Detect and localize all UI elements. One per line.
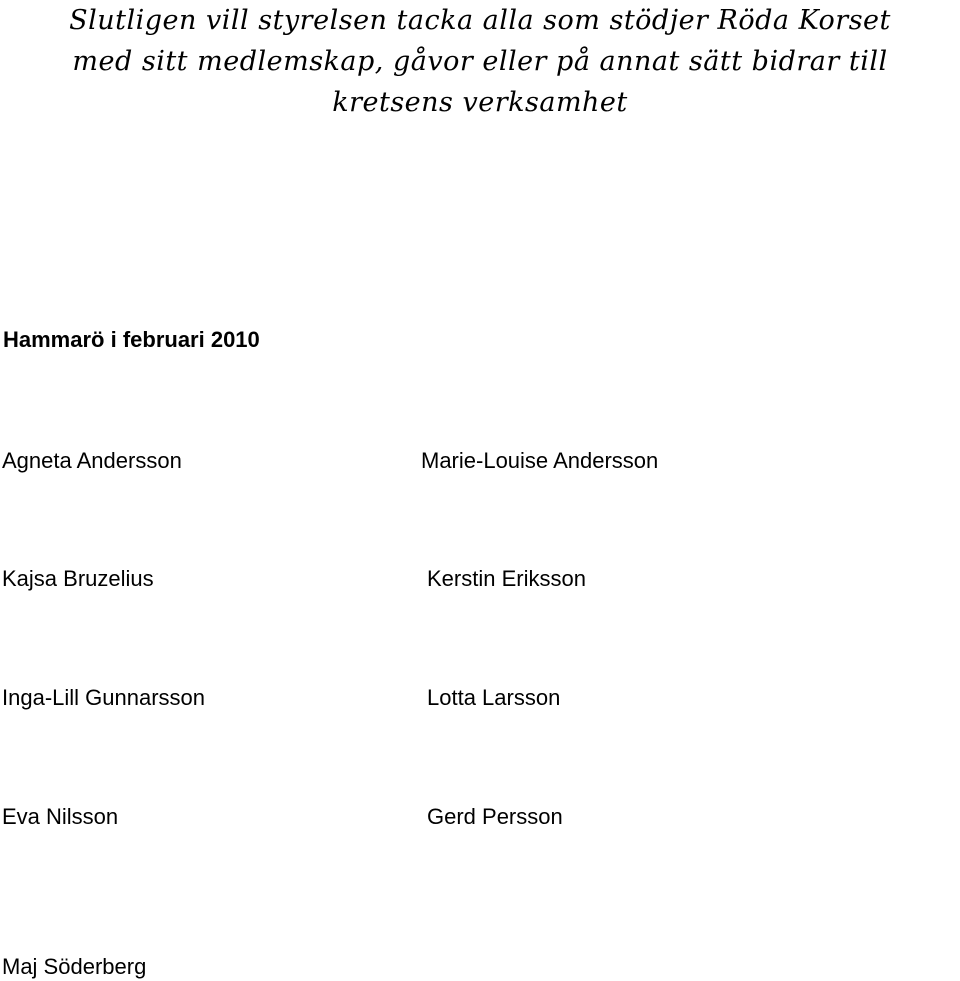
signature-name: Agneta Andersson <box>2 448 182 473</box>
signature-name: Kerstin Eriksson <box>427 566 586 591</box>
closing-line-3: kretsens verksamhet <box>332 87 628 118</box>
signature-name: Marie-Louise Andersson <box>421 448 659 473</box>
closing-statement <box>0 0 960 123</box>
closing-line-2: med sitt medlemskap, gåvor eller på annat sätt bidrar till <box>72 46 888 77</box>
signature-name: Gerd Persson <box>427 804 563 829</box>
signature-name: Lotta Larsson <box>427 685 561 710</box>
signature-name: Inga-Lill Gunnarsson <box>2 685 206 710</box>
signature-name: Kajsa Bruzelius <box>2 566 154 591</box>
signature-name: Maj Söderberg <box>2 954 147 979</box>
closing-line-1: Slutligen vill styrelsen tacka alla som stödjer Röda Korset <box>69 5 891 36</box>
signature-name: Eva Nilsson <box>2 804 119 829</box>
place-and-date: Hammarö i februari 2010 <box>3 327 260 352</box>
